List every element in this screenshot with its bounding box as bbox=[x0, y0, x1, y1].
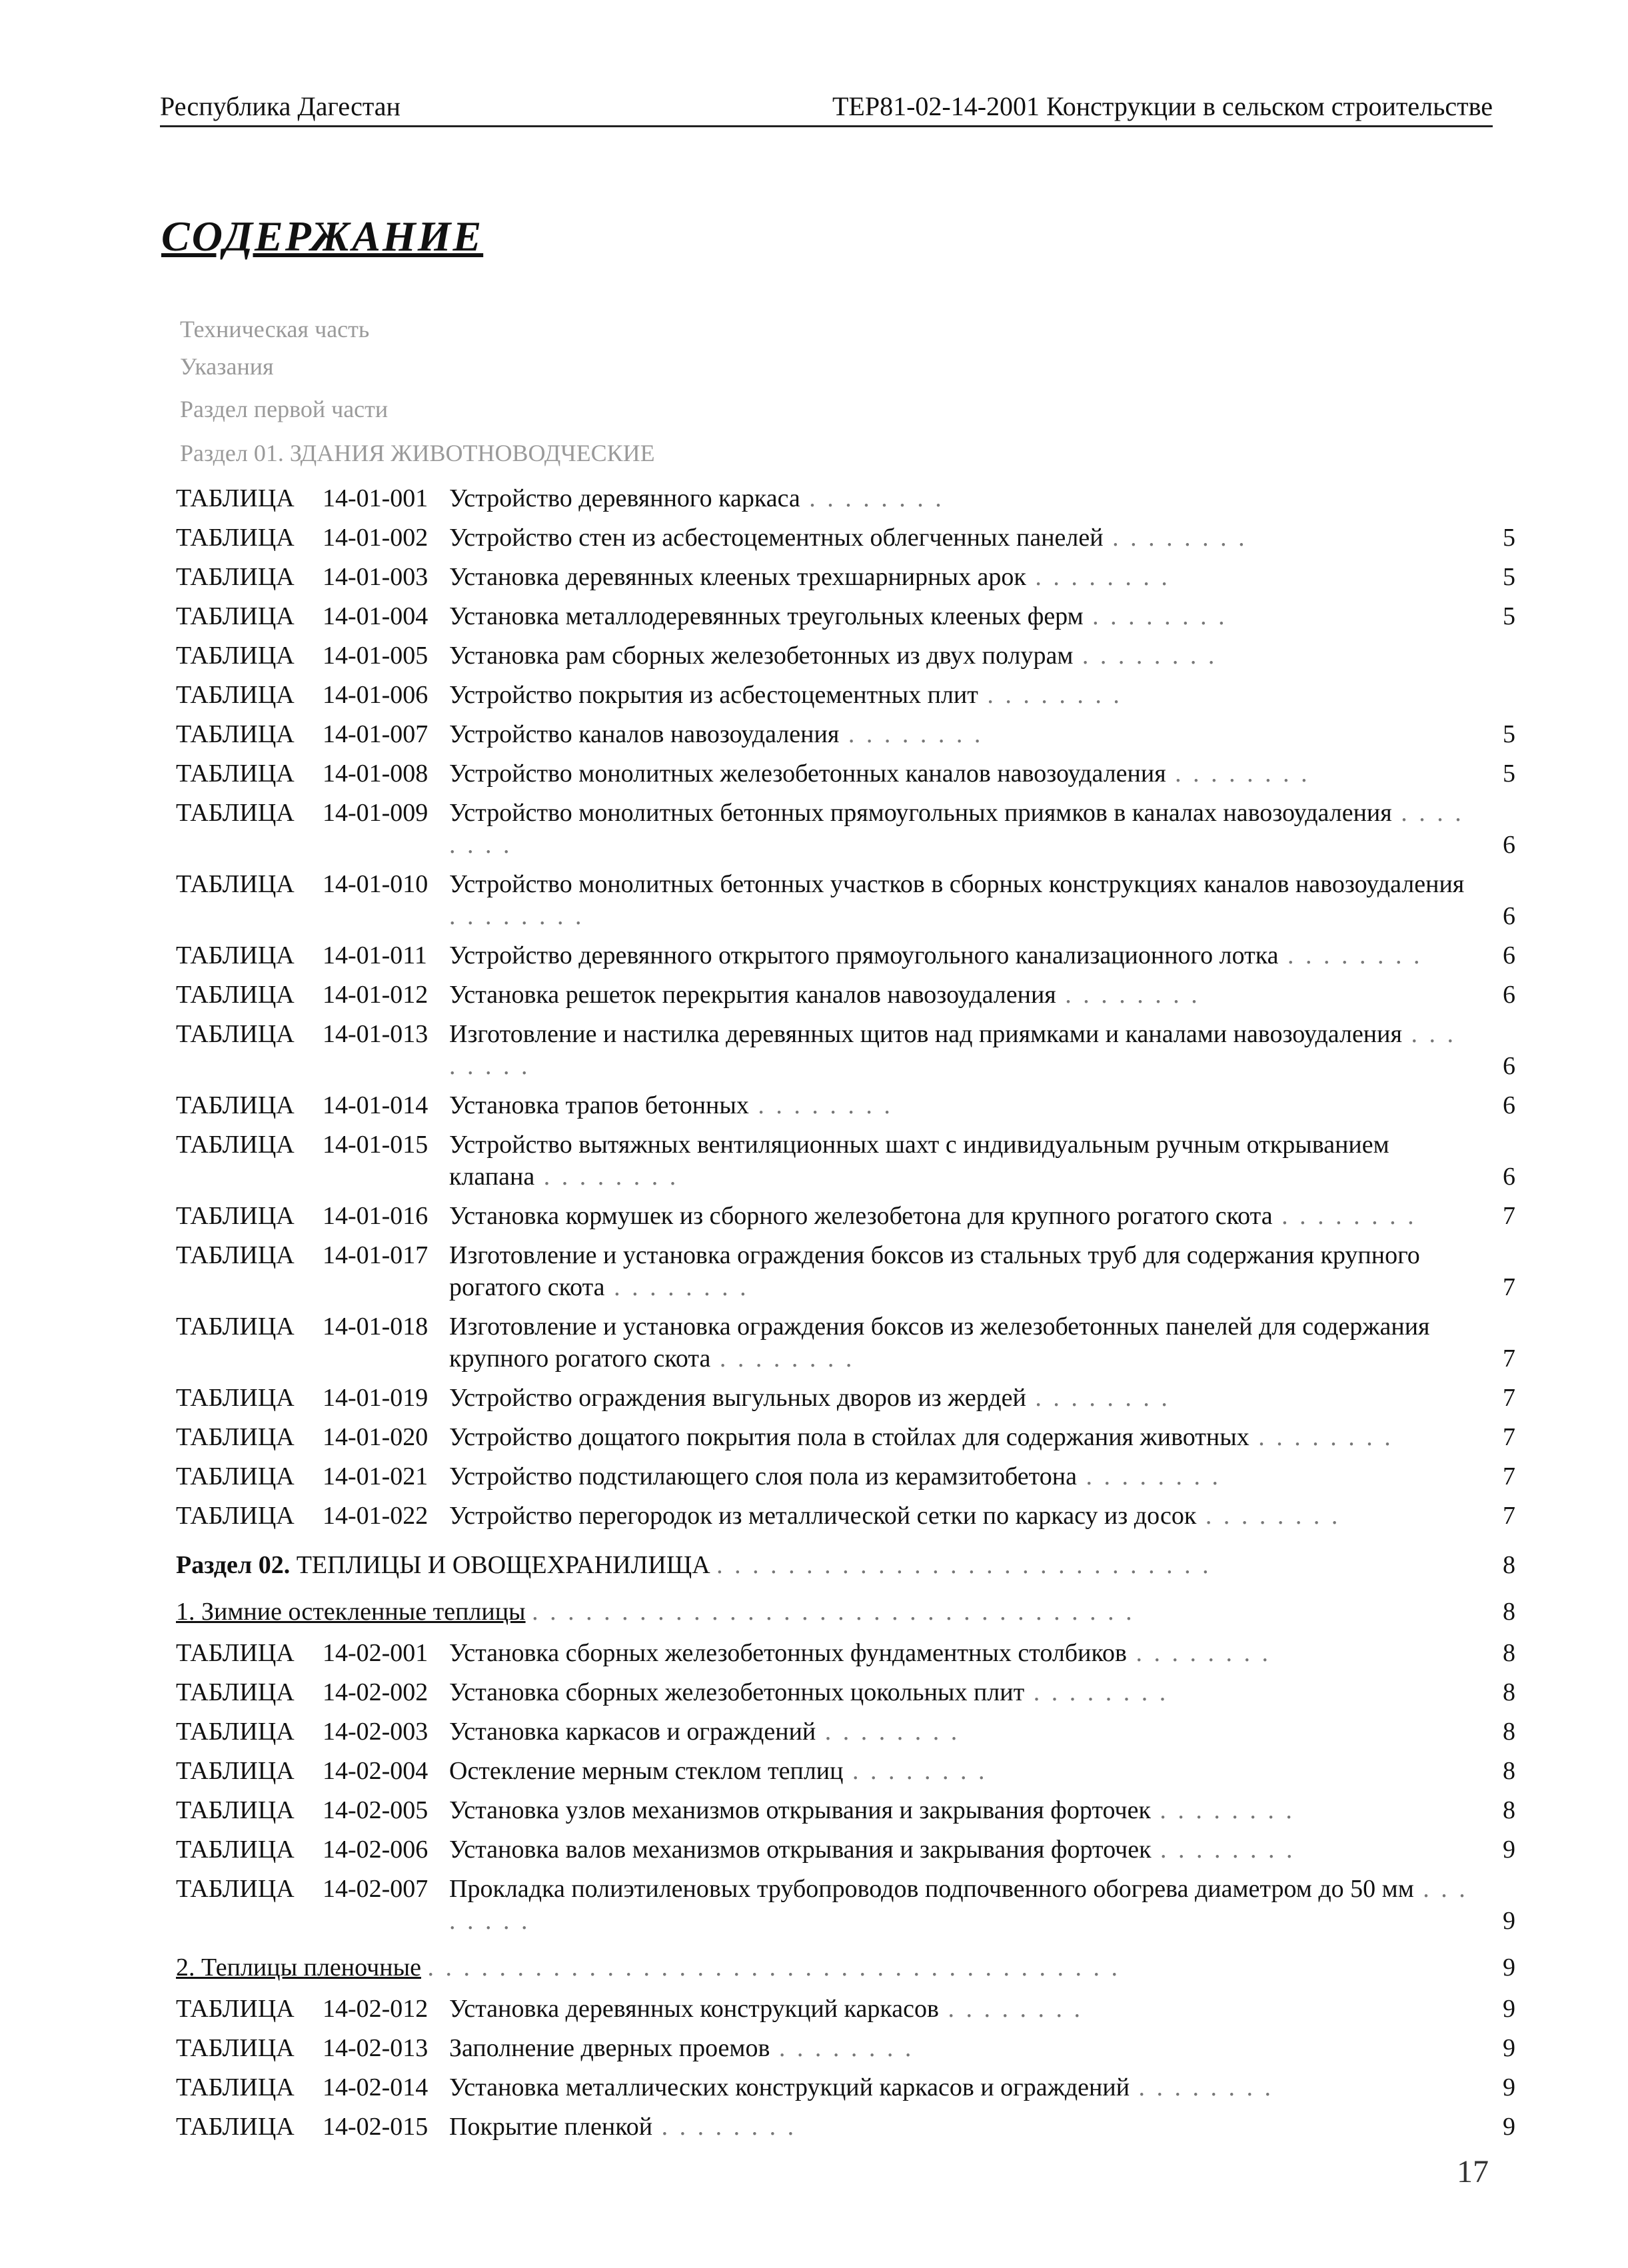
toc-row-page: 9 bbox=[1503, 2073, 1515, 2101]
toc-row-description: Устройство монолитных бетонных прямоугольных приямков в каналах навозоудаления . . . . . . . . bbox=[449, 799, 1464, 859]
faded-line-3: Раздел первой части bbox=[180, 396, 389, 422]
toc-row-description-text: Покрытие пленкой bbox=[449, 2113, 653, 2141]
faded-line-1: Техническая часть bbox=[180, 316, 370, 342]
toc-row[interactable] bbox=[176, 1993, 1515, 2025]
toc-row-code: 14-01-018 bbox=[323, 1313, 428, 1341]
toc-row-description-text: Установка сборных железобетонных цокольных плит bbox=[449, 1678, 1025, 1706]
subsection-label: 1. Зимние остекленные теплицы bbox=[176, 1598, 526, 1626]
toc-row-description-text: Установка решеток перекрытия каналов навозоудаления bbox=[449, 981, 1056, 1009]
toc-row-kind: ТАБЛИЦА bbox=[176, 720, 295, 748]
toc-row-page: 9 bbox=[1503, 1995, 1515, 2023]
toc-row-kind: ТАБЛИЦА bbox=[176, 981, 295, 1009]
header-region: Республика Дагестан bbox=[160, 91, 401, 121]
toc-row-page: 8 bbox=[1503, 1757, 1515, 1785]
toc-row-description: Устройство каналов навозоудаления . . . . . . . . bbox=[449, 720, 984, 748]
toc-row-kind: ТАБЛИЦА bbox=[176, 1995, 295, 2023]
toc-row-description: Устройство стен из асбестоцементных облегченных панелей . . . . . . . . bbox=[449, 524, 1247, 552]
toc-row-code: 14-02-013 bbox=[323, 2034, 428, 2062]
toc-row-page: 5 bbox=[1503, 524, 1515, 552]
toc-row-page: 8 bbox=[1503, 1678, 1515, 1706]
toc-row[interactable] bbox=[176, 1421, 1515, 1453]
toc-row-kind: ТАБЛИЦА bbox=[176, 870, 295, 898]
toc-row-description-text: Установка рам сборных железобетонных из двух полурам bbox=[449, 642, 1074, 670]
toc-row[interactable] bbox=[176, 640, 1515, 672]
toc-row-page: 8 bbox=[1503, 1639, 1515, 1667]
toc-row-code: 14-01-019 bbox=[323, 1384, 428, 1412]
toc-row-code: 14-01-002 bbox=[323, 524, 428, 552]
toc-row-kind: ТАБЛИЦА bbox=[176, 2073, 295, 2101]
toc-row-code: 14-01-020 bbox=[323, 1423, 428, 1451]
toc-row-description-text: Изготовление и установка ограждения боксов из железобетонных панелей для содержания крупного рогатого скота bbox=[449, 1313, 1430, 1373]
toc-row-kind: ТАБЛИЦА bbox=[176, 1757, 295, 1785]
subsection-label: 2. Теплицы пленочные bbox=[176, 1954, 421, 1982]
toc-row-page: 7 bbox=[1503, 1502, 1515, 1530]
toc-row-description: Устройство подстилающего слоя пола из керамзитобетона . . . . . . . . bbox=[449, 1462, 1221, 1490]
toc-row-description: Остекление мерным стеклом теплиц . . . . . . . . bbox=[449, 1757, 988, 1785]
toc-row-page: 5 bbox=[1503, 602, 1515, 630]
toc-row-description-text: Установка деревянных конструкций каркасов bbox=[449, 1995, 939, 2023]
toc-row[interactable] bbox=[176, 1129, 1515, 1193]
toc-row-code: 14-01-005 bbox=[323, 642, 428, 670]
toc-row-kind: ТАБЛИЦА bbox=[176, 484, 295, 512]
toc-row-description-text: Установка сборных железобетонных фундаментных столбиков bbox=[449, 1639, 1127, 1667]
toc-row-page: 9 bbox=[1503, 1907, 1515, 1935]
toc-row-description-text: Прокладка полиэтиленовых трубопроводов подпочвенного обогрева диаметром до 50 мм bbox=[449, 1875, 1414, 1903]
toc-row-description-text: Устройство ограждения выгульных дворов из жердей bbox=[449, 1384, 1026, 1412]
subsection-page: 9 bbox=[1503, 1954, 1515, 1982]
toc-row-description: Установка узлов механизмов открывания и закрывания форточек . . . . . . . . bbox=[449, 1796, 1295, 1824]
toc-row-description-text: Установка деревянных клееных трехшарнирных арок bbox=[449, 563, 1026, 591]
subsection-row[interactable]: 2. Теплицы пленочные . . . . . . . . . . . . . . . . . . . . . . . . . . . . . . . . . . . . . . . 9 bbox=[176, 1952, 1515, 1984]
toc-row-description: Установка сборных железобетонных фундаментных столбиков . . . . . . . . bbox=[449, 1639, 1271, 1667]
toc-row-code: 14-01-001 bbox=[323, 484, 428, 512]
toc-row-description-text: Устройство деревянного открытого прямоугольного канализационного лотка bbox=[449, 941, 1279, 969]
toc-row-description-text: Устройство деревянного каркаса bbox=[449, 484, 800, 512]
toc-row[interactable] bbox=[176, 1089, 1515, 1121]
toc-row-kind: ТАБЛИЦА bbox=[176, 1313, 295, 1341]
page-header bbox=[160, 88, 1493, 127]
toc-row-description-text: Заполнение дверных проемов bbox=[449, 2034, 770, 2062]
toc-row-description-text: Устройство монолитных железобетонных каналов навозоудаления bbox=[449, 760, 1166, 788]
toc-row-description-text: Остекление мерным стеклом теплиц bbox=[449, 1757, 844, 1785]
toc-row[interactable] bbox=[176, 979, 1515, 1011]
toc-row-code: 14-02-012 bbox=[323, 1995, 428, 2023]
toc-row-description-text: Устройство дощатого покрытия пола в стойлах для содержания животных bbox=[449, 1423, 1249, 1451]
toc-row-description-text: Устройство перегородок из металлической сетки по каркасу из досок bbox=[449, 1502, 1197, 1530]
toc-row-kind: ТАБЛИЦА bbox=[176, 642, 295, 670]
toc-row[interactable] bbox=[176, 1018, 1515, 1082]
toc-row-page: 6 bbox=[1503, 831, 1515, 859]
toc-row-page: 8 bbox=[1503, 1796, 1515, 1824]
toc-row-kind: ТАБЛИЦА bbox=[176, 1796, 295, 1824]
toc-row[interactable] bbox=[176, 1382, 1515, 1414]
toc-row-kind: ТАБЛИЦА bbox=[176, 524, 295, 552]
toc-row-code: 14-01-022 bbox=[323, 1502, 428, 1530]
toc-row-page: 6 bbox=[1503, 902, 1515, 930]
toc-row-description: Заполнение дверных проемов . . . . . . . . bbox=[449, 2034, 914, 2062]
toc-row-page: 7 bbox=[1503, 1423, 1515, 1451]
toc-row-description-text: Устройство каналов навозоудаления bbox=[449, 720, 840, 748]
toc-part-3 bbox=[176, 1993, 1515, 2143]
toc-row-kind: ТАБЛИЦА bbox=[176, 602, 295, 630]
toc-row-code: 14-02-006 bbox=[323, 1836, 428, 1864]
toc-row-description: Устройство деревянного открытого прямоугольного канализационного лотка . . . . . . . . bbox=[449, 941, 1423, 969]
toc-row-description: Устройство монолитных бетонных участков в сборных конструкциях каналов навозоудаления . . . . . . . . bbox=[449, 870, 1465, 930]
toc-row-kind: ТАБЛИЦА bbox=[176, 760, 295, 788]
toc-row-page: 7 bbox=[1503, 1384, 1515, 1412]
toc-row[interactable] bbox=[176, 1637, 1515, 1669]
toc-row-kind: ТАБЛИЦА bbox=[176, 1020, 295, 1048]
toc-row-description: Устройство дощатого покрытия пола в стойлах для содержания животных . . . . . . . . bbox=[449, 1423, 1393, 1451]
toc-row[interactable] bbox=[176, 1200, 1515, 1232]
toc-row-description-text: Установка трапов бетонных bbox=[449, 1091, 749, 1119]
toc-row[interactable] bbox=[176, 482, 1515, 514]
toc-row-description-text: Установка узлов механизмов открывания и закрывания форточек bbox=[449, 1796, 1151, 1824]
toc-row-description-text: Изготовление и установка ограждения боксов из стальных труб для содержания крупного рогатого скота bbox=[449, 1241, 1420, 1301]
toc-row-kind: ТАБЛИЦА bbox=[176, 1384, 295, 1412]
toc-row-description-text: Установка валов механизмов открывания и закрывания форточек bbox=[449, 1836, 1152, 1864]
toc-row-description: Устройство перегородок из металлической сетки по каркасу из досок . . . . . . . . bbox=[449, 1502, 1341, 1530]
toc-row-code: 14-02-007 bbox=[323, 1875, 428, 1903]
toc-row-page: 5 bbox=[1503, 760, 1515, 788]
toc-part-1 bbox=[176, 482, 1515, 1532]
toc-row-description: Изготовление и настилка деревянных щитов над приямками и каналами навозоудаления . . . . . . . . bbox=[449, 1020, 1456, 1080]
toc-row-description-text: Установка каркасов и ограждений bbox=[449, 1718, 816, 1746]
toc-row-description: Устройство ограждения выгульных дворов из жердей . . . . . . . . bbox=[449, 1384, 1170, 1412]
toc-row-page: 6 bbox=[1503, 1163, 1515, 1191]
toc-row-code: 14-02-005 bbox=[323, 1796, 428, 1824]
toc-row-kind: ТАБЛИЦА bbox=[176, 1678, 295, 1706]
toc-row-description-text: Устройство покрытия из асбестоцементных плит bbox=[449, 681, 978, 709]
toc-row-page: 6 bbox=[1503, 981, 1515, 1009]
toc-row[interactable] bbox=[176, 1794, 1515, 1826]
toc-row-kind: ТАБЛИЦА bbox=[176, 1836, 295, 1864]
toc-row-code: 14-01-004 bbox=[323, 602, 428, 630]
toc-row[interactable] bbox=[176, 1834, 1515, 1866]
toc-row-page: 9 bbox=[1503, 2034, 1515, 2062]
toc-row-code: 14-01-017 bbox=[323, 1241, 428, 1269]
toc-row-code: 14-01-013 bbox=[323, 1020, 428, 1048]
toc-row-page: 9 bbox=[1503, 1836, 1515, 1864]
toc-row-code: 14-01-021 bbox=[323, 1462, 428, 1490]
toc-row-description: Устройство покрытия из асбестоцементных плит . . . . . . . . bbox=[449, 681, 1122, 709]
toc-row-code: 14-01-016 bbox=[323, 1202, 428, 1230]
toc-row-page: 7 bbox=[1503, 1273, 1515, 1301]
toc-row-code: 14-01-014 bbox=[323, 1091, 428, 1119]
section-row[interactable] bbox=[176, 1549, 1515, 1581]
toc-row-kind: ТАБЛИЦА bbox=[176, 2034, 295, 2062]
toc-part-2 bbox=[176, 1637, 1515, 1937]
toc-row-description: Прокладка полиэтиленовых трубопроводов подпочвенного обогрева диаметром до 50 мм . . . . . . . . bbox=[449, 1875, 1468, 1935]
section-page: 8 bbox=[1503, 1551, 1515, 1579]
toc-row-page: 9 bbox=[1503, 2113, 1515, 2141]
toc-row-kind: ТАБЛИЦА bbox=[176, 1718, 295, 1746]
toc-row[interactable] bbox=[176, 679, 1515, 711]
toc-row-description: Устройство вытяжных вентиляционных шахт с индивидуальным ручным открыванием клапана . . . . . . . . bbox=[449, 1131, 1389, 1191]
toc-row-kind: ТАБЛИЦА bbox=[176, 1502, 295, 1530]
toc-row[interactable] bbox=[176, 2032, 1515, 2064]
toc-row[interactable] bbox=[176, 1239, 1515, 1303]
toc-row-description: Изготовление и установка ограждения боксов из железобетонных панелей для содержания крупного рогатого скота . . . . . . . . bbox=[449, 1313, 1430, 1373]
toc-row-code: 14-01-006 bbox=[323, 681, 428, 709]
faded-line-4: Раздел 01. ЗДАНИЯ ЖИВОТНОВОДЧЕСКИЕ bbox=[180, 440, 655, 466]
toc-row-description: Изготовление и установка ограждения боксов из стальных труб для содержания крупного рогатого скота . . . . . . . . bbox=[449, 1241, 1420, 1301]
toc-row-description-text: Устройство монолитных бетонных прямоугольных приямков в каналах навозоудаления bbox=[449, 799, 1392, 827]
toc-row-description-text: Устройство вытяжных вентиляционных шахт с индивидуальным ручным открыванием клапана bbox=[449, 1131, 1389, 1191]
subsection-page: 8 bbox=[1503, 1598, 1515, 1626]
toc-row-description-text: Устройство подстилающего слоя пола из керамзитобетона bbox=[449, 1462, 1077, 1490]
toc-row-kind: ТАБЛИЦА bbox=[176, 1241, 295, 1269]
toc-row[interactable] bbox=[176, 797, 1515, 861]
toc-row-page: 7 bbox=[1503, 1345, 1515, 1373]
toc-row-kind: ТАБЛИЦА bbox=[176, 1875, 295, 1903]
section-label: Раздел 02. bbox=[176, 1551, 291, 1579]
toc-row-kind: ТАБЛИЦА bbox=[176, 1462, 295, 1490]
toc-row-description: Установка каркасов и ограждений . . . . . . . . bbox=[449, 1718, 960, 1746]
toc-row[interactable] bbox=[176, 600, 1515, 632]
toc-row[interactable] bbox=[176, 522, 1515, 554]
toc-row-kind: ТАБЛИЦА bbox=[176, 1131, 295, 1159]
toc-row-description: Установка кормушек из сборного железобетона для крупного рогатого скота . . . . . . . . bbox=[449, 1202, 1417, 1230]
toc-row-page: 5 bbox=[1503, 563, 1515, 591]
toc-row-description-text: Устройство монолитных бетонных участков в сборных конструкциях каналов навозоудаления bbox=[449, 870, 1465, 898]
toc-row-code: 14-01-012 bbox=[323, 981, 428, 1009]
toc-row-description: Установка решеток перекрытия каналов навозоудаления . . . . . . . . bbox=[449, 981, 1200, 1009]
header-document-code: ТЕР81-02-14-2001 Конструкции в сельском строительстве bbox=[832, 91, 1493, 121]
toc-row-description-text: Установка металлодеревянных треугольных клееных ферм bbox=[449, 602, 1084, 630]
toc-row-code: 14-02-001 bbox=[323, 1639, 428, 1667]
toc-row-code: 14-02-004 bbox=[323, 1757, 428, 1785]
toc-row-kind: ТАБЛИЦА bbox=[176, 681, 295, 709]
toc-row-code: 14-01-011 bbox=[323, 941, 427, 969]
faded-line-2: Указания bbox=[180, 353, 274, 380]
toc-row-description: Установка металлических конструкций каркасов и ограждений . . . . . . . . bbox=[449, 2073, 1274, 2101]
toc-row-description-text: Установка кормушек из сборного железобетона для крупного рогатого скота bbox=[449, 1202, 1273, 1230]
toc-row[interactable] bbox=[176, 758, 1515, 790]
toc-row-code: 14-01-009 bbox=[323, 799, 428, 827]
toc-row-description: Покрытие пленкой . . . . . . . . bbox=[449, 2113, 797, 2141]
toc-row[interactable] bbox=[176, 1676, 1515, 1708]
toc-row-description-text: Установка металлических конструкций каркасов и ограждений bbox=[449, 2073, 1130, 2101]
page-title: СОДЕРЖАНИЕ bbox=[161, 213, 484, 260]
toc-row-kind: ТАБЛИЦА bbox=[176, 1423, 295, 1451]
table-of-contents bbox=[176, 482, 1515, 2150]
toc-row[interactable] bbox=[176, 1716, 1515, 1748]
toc-row-code: 14-02-002 bbox=[323, 1678, 428, 1706]
toc-row[interactable] bbox=[176, 1755, 1515, 1787]
toc-row-code: 14-02-015 bbox=[323, 2113, 428, 2141]
toc-row-description: Установка металлодеревянных треугольных клееных ферм . . . . . . . . bbox=[449, 602, 1227, 630]
subsection-row[interactable]: 1. Зимние остекленные теплицы . . . . . . . . . . . . . . . . . . . . . . . . . . . . . . . . . . 8 bbox=[176, 1596, 1515, 1628]
toc-row-kind: ТАБЛИЦА bbox=[176, 2113, 295, 2141]
toc-row-code: 14-01-008 bbox=[323, 760, 428, 788]
toc-row-page: 6 bbox=[1503, 941, 1515, 969]
toc-row-kind: ТАБЛИЦА bbox=[176, 563, 295, 591]
toc-row-page: 7 bbox=[1503, 1462, 1515, 1490]
toc-row-code: 14-01-007 bbox=[323, 720, 428, 748]
toc-row-kind: ТАБЛИЦА bbox=[176, 1091, 295, 1119]
toc-row-page: 5 bbox=[1503, 720, 1515, 748]
page-number: 17 bbox=[1457, 2154, 1489, 2189]
toc-row-page: 8 bbox=[1503, 1718, 1515, 1746]
toc-row-description: Установка валов механизмов открывания и закрывания форточек . . . . . . . . bbox=[449, 1836, 1295, 1864]
toc-row-description: Установка сборных железобетонных цокольных плит . . . . . . . . bbox=[449, 1678, 1169, 1706]
toc-row-page: 6 bbox=[1503, 1091, 1515, 1119]
toc-row-description-text: Устройство стен из асбестоцементных облегченных панелей bbox=[449, 524, 1104, 552]
toc-row[interactable] bbox=[176, 561, 1515, 593]
toc-row-description: Установка деревянных клееных трехшарнирных арок . . . . . . . . bbox=[449, 563, 1170, 591]
toc-row-code: 14-02-003 bbox=[323, 1718, 428, 1746]
toc-row-description: Установка деревянных конструкций каркасов . . . . . . . . bbox=[449, 1995, 1083, 2023]
toc-row-code: 14-01-010 bbox=[323, 870, 428, 898]
toc-row[interactable] bbox=[176, 2071, 1515, 2103]
toc-row-kind: ТАБЛИЦА bbox=[176, 941, 295, 969]
toc-row[interactable] bbox=[176, 2111, 1515, 2143]
toc-row[interactable] bbox=[176, 1311, 1515, 1375]
toc-row-page: 6 bbox=[1503, 1052, 1515, 1080]
toc-row-description-text: Изготовление и настилка деревянных щитов над приямками и каналами навозоудаления bbox=[449, 1020, 1402, 1048]
toc-row-description: Устройство деревянного каркаса . . . . . . . . bbox=[449, 484, 944, 512]
toc-row-code: 14-01-003 bbox=[323, 563, 428, 591]
toc-row[interactable] bbox=[176, 868, 1515, 932]
toc-row-page: 7 bbox=[1503, 1202, 1515, 1230]
toc-row-description: Установка рам сборных железобетонных из двух полурам . . . . . . . . bbox=[449, 642, 1218, 670]
toc-row-description: Устройство монолитных железобетонных каналов навозоудаления . . . . . . . . bbox=[449, 760, 1310, 788]
toc-row[interactable] bbox=[176, 1500, 1515, 1532]
toc-row-kind: ТАБЛИЦА bbox=[176, 799, 295, 827]
toc-row-code: 14-01-015 bbox=[323, 1131, 428, 1159]
toc-row-code: 14-02-014 bbox=[323, 2073, 428, 2101]
section-text: ТЕПЛИЦЫ И ОВОЩЕХРАНИЛИЩА bbox=[296, 1551, 710, 1579]
toc-row-kind: ТАБЛИЦА bbox=[176, 1202, 295, 1230]
toc-row-kind: ТАБЛИЦА bbox=[176, 1639, 295, 1667]
toc-row-description: Установка трапов бетонных . . . . . . . . bbox=[449, 1091, 893, 1119]
toc-row[interactable] bbox=[176, 939, 1515, 971]
toc-row[interactable] bbox=[176, 1873, 1515, 1937]
toc-row[interactable] bbox=[176, 1460, 1515, 1492]
section-title: Раздел 02. ТЕПЛИЦЫ И ОВОЩЕХРАНИЛИЩА . . . . . . . . . . . . . . . . . . . . . . . . . . . . bbox=[176, 1551, 1212, 1579]
toc-row[interactable] bbox=[176, 718, 1515, 750]
